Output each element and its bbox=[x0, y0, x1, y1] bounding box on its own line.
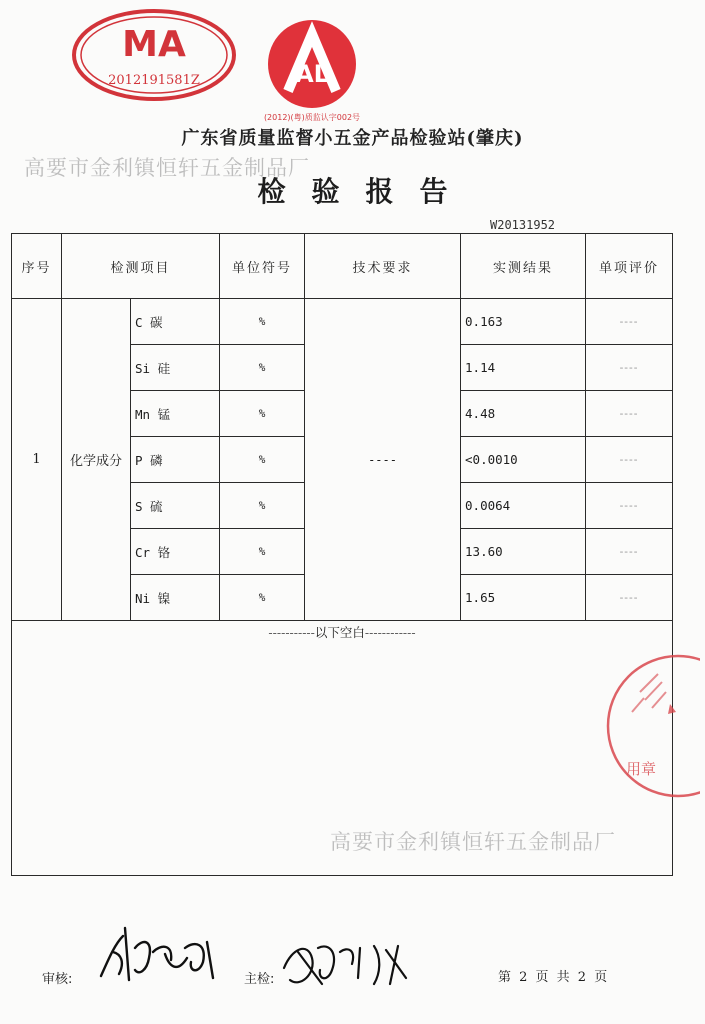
tech-requirement-cell: ---- bbox=[305, 299, 461, 621]
result-cell: 4.48 bbox=[461, 391, 586, 437]
eval-cell: ---- bbox=[586, 345, 673, 391]
unit-cell: % bbox=[220, 529, 305, 575]
result-cell: 0.163 bbox=[461, 299, 586, 345]
element-cell: P 磷 bbox=[131, 437, 220, 483]
unit-cell: % bbox=[220, 345, 305, 391]
result-cell: 1.14 bbox=[461, 345, 586, 391]
page-indicator: 第 2 页 共 2 页 bbox=[498, 970, 610, 985]
blank-note-line: -----------以下空白------------ bbox=[268, 625, 416, 640]
unit-cell: % bbox=[220, 391, 305, 437]
unit-cell: % bbox=[220, 299, 305, 345]
element-cell: C 碳 bbox=[131, 299, 220, 345]
header-eval: 单项评价 bbox=[586, 234, 673, 299]
svg-text:2012191581Z: 2012191581Z bbox=[108, 73, 200, 88]
table-row bbox=[12, 299, 673, 345]
result-cell: 0.0064 bbox=[461, 483, 586, 529]
element-cell: Ni 镍 bbox=[131, 575, 220, 621]
cma-logo bbox=[70, 6, 238, 104]
svg-text:AL: AL bbox=[295, 60, 329, 88]
blank-note: 以下空白 bbox=[314, 625, 365, 640]
report-number: W20131952 bbox=[490, 218, 556, 232]
header-seq: 序号 bbox=[12, 234, 62, 299]
svg-text:用章: 用章 bbox=[626, 760, 657, 778]
element-cell: S 硫 bbox=[131, 483, 220, 529]
inspector-signature bbox=[278, 928, 428, 994]
svg-text:(2012)(粤)质监认字002号: (2012)(粤)质监认字002号 bbox=[263, 113, 361, 122]
inspection-table bbox=[11, 233, 673, 876]
eval-cell: ---- bbox=[586, 437, 673, 483]
cal-logo bbox=[250, 16, 375, 126]
eval-cell: ---- bbox=[586, 391, 673, 437]
unit-cell: % bbox=[220, 437, 305, 483]
eval-cell: ---- bbox=[586, 529, 673, 575]
official-stamp bbox=[600, 652, 700, 802]
table-header-row bbox=[12, 234, 673, 299]
header-result: 实测结果 bbox=[461, 234, 586, 299]
station-name: 广东省质量监督小五金产品检验站(肇庆) bbox=[181, 128, 524, 149]
unit-cell: % bbox=[220, 575, 305, 621]
header-unit: 单位符号 bbox=[220, 234, 305, 299]
watermark-top: 高要市金利镇恒轩五金制品厂 bbox=[24, 156, 310, 180]
eval-cell: ---- bbox=[586, 299, 673, 345]
report-title: 检验报告 bbox=[257, 175, 474, 208]
category-cell: 化学成分 bbox=[62, 299, 131, 621]
element-cell: Si 硅 bbox=[131, 345, 220, 391]
reviewer-label: 审核: bbox=[42, 972, 73, 987]
svg-text:MA: MA bbox=[122, 24, 186, 65]
watermark-bottom: 高要市金利镇恒轩五金制品厂 bbox=[330, 830, 616, 854]
result-cell: 1.65 bbox=[461, 575, 586, 621]
result-cell: <0.0010 bbox=[461, 437, 586, 483]
header-tech: 技术要求 bbox=[305, 234, 461, 299]
element-cell: Mn 锰 bbox=[131, 391, 220, 437]
header-item: 检测项目 bbox=[62, 234, 220, 299]
seq-cell: 1 bbox=[12, 299, 62, 621]
eval-cell: ---- bbox=[586, 483, 673, 529]
unit-cell: % bbox=[220, 483, 305, 529]
element-cell: Cr 铬 bbox=[131, 529, 220, 575]
result-cell: 13.60 bbox=[461, 529, 586, 575]
eval-cell: ---- bbox=[586, 575, 673, 621]
inspector-label: 主检: bbox=[244, 972, 275, 987]
reviewer-signature bbox=[95, 918, 225, 988]
